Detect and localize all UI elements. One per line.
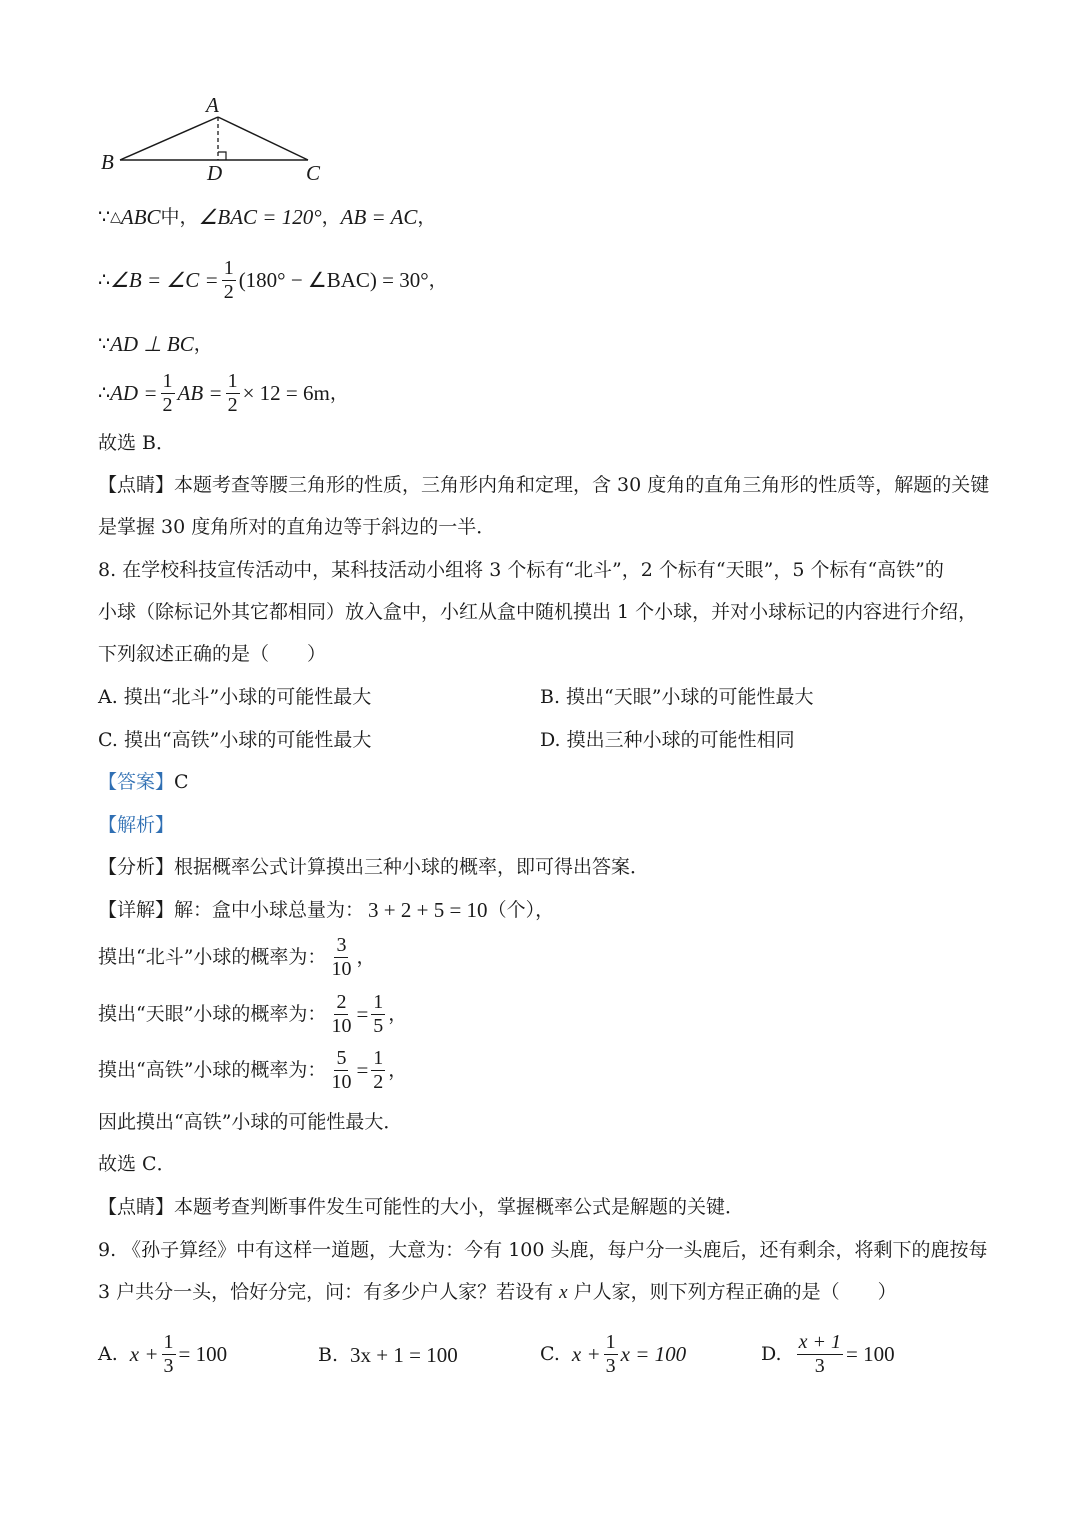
question9-option-d: [761, 1332, 895, 1377]
question8-option-d: D. 摸出三种小球的可能性相同: [540, 729, 795, 751]
fraction-x1-3: $\frac{x + 1}{3}$: [798, 1331, 841, 1377]
therefore-symbol: ∴: [98, 269, 111, 291]
detail-math: 3 + 2 + 5 = 10: [368, 898, 488, 922]
option-a-pre: x +: [129, 1342, 159, 1366]
solution7-comment-line1: [98, 476, 989, 495]
option-a-post: = 100: [178, 1342, 228, 1366]
prob-tianyan: [98, 992, 407, 1037]
fraction-5-10: $\frac{5}{10}$: [331, 1047, 352, 1093]
because-symbol: ∵: [98, 333, 111, 355]
prob-label: 摸出“北斗”小球的概率为：: [98, 946, 327, 968]
q9-text-b: 户人家，则下列方程正确的是（ ）: [567, 1281, 897, 1303]
line-end: ，: [428, 269, 448, 291]
solution7-conclusion: 故选 B．: [98, 432, 176, 454]
answer-tag: 【答案】: [98, 771, 175, 793]
line-end: ，: [193, 333, 213, 355]
ad-perp-bc: AD ⊥ BC: [110, 332, 194, 356]
question8-conclusion1: 因此摸出“高铁”小球的可能性最大．: [98, 1111, 403, 1133]
q9-variable-x: x: [559, 1282, 568, 1303]
prob-label: 摸出“高铁”小球的概率为：: [98, 1059, 327, 1081]
angle-bac: ∠BAC = 120°: [198, 205, 322, 229]
fraction-half-2: $\frac{1}{2}$: [227, 370, 238, 416]
ab-eq-ac: AB = AC: [340, 205, 418, 229]
line-end: ，: [417, 206, 437, 228]
fraction-3-10: $\frac{3}{10}$: [331, 934, 352, 980]
fraction-1-3: $\frac{1}{3}$: [605, 1331, 616, 1377]
triangle-symbol: △: [110, 209, 121, 225]
question8-detail: [98, 900, 554, 921]
equals-sign: =: [356, 1002, 369, 1026]
question9-option-c: [540, 1332, 686, 1377]
solution7-comment-line2: 是掌握 30 度角所对的直角边等于斜边的一半．: [98, 516, 496, 538]
fraction-1-2: $\frac{1}{2}$: [373, 1047, 384, 1093]
text-zhong: 中，: [160, 206, 199, 228]
fraction-1-5: $\frac{1}{5}$: [373, 991, 384, 1037]
question9-line1: 9. 《孙子算经》中有这样一道题，大意为：今有 100 头鹿，每户分一头鹿后，还有剩余，将剩下的鹿按每: [98, 1239, 988, 1261]
option-b-body: 3x + 1 = 100: [350, 1343, 458, 1367]
option-label: A.: [98, 1343, 118, 1365]
solution7-line4: [98, 371, 349, 416]
question8-conclusion2: 故选 C．: [98, 1153, 176, 1175]
solution7-line2: [98, 258, 448, 303]
q9-text-a: 3 户共分一头，恰好分完，问：有多少户人家？若设有: [98, 1281, 560, 1303]
solution7-line1: [98, 207, 436, 228]
question8-option-a: A. 摸出“北斗”小球的可能性最大: [98, 686, 372, 708]
vertex-b-label: B: [101, 150, 114, 174]
fraction-half-1: $\frac{1}{2}$: [162, 370, 173, 416]
question9-line2: [98, 1283, 897, 1302]
angle-expression: (180° − ∠BAC) = 30°: [238, 268, 429, 292]
comment-tag: 【点睛】: [98, 1196, 175, 1218]
option-c-pre: x +: [571, 1342, 601, 1366]
side-ac: [218, 117, 308, 160]
answer-value: C: [174, 771, 189, 793]
question8-answer: [98, 773, 189, 792]
question8-fenxi: [98, 858, 649, 877]
vertex-c-label: C: [306, 161, 321, 185]
question9-option-b: [318, 1345, 458, 1366]
option-label: D.: [761, 1343, 782, 1365]
fraction-1-3: $\frac{1}{3}$: [163, 1331, 174, 1377]
because-symbol: ∵: [98, 206, 111, 228]
question8-line2: 小球（除标记外其它都相同）放入盒中，小红从盒中随机摸出 1 个小球，并对小球标记的内容进行介绍，: [98, 601, 978, 623]
fraction-2-10: $\frac{2}{10}$: [331, 991, 352, 1037]
comment-tag: 【点睛】: [98, 474, 175, 496]
equals-sign: =: [356, 1058, 369, 1082]
question8-comment: [98, 1198, 744, 1217]
comment-text: 本题考查判断事件发生可能性的大小，掌握概率公式是解题的关键．: [174, 1196, 745, 1218]
question8-line3: 下列叙述正确的是（ ）: [98, 643, 327, 665]
fraction-half: $\frac{1}{2}$: [223, 257, 234, 303]
option-d-post: = 100: [845, 1342, 895, 1366]
fenxi-tag: 【分析】: [98, 856, 175, 878]
option-label: B.: [318, 1344, 339, 1366]
line-end: ，: [356, 946, 376, 968]
prob-label: 摸出“天眼”小球的概率为：: [98, 1003, 327, 1025]
ab-eq: AB =: [177, 381, 223, 405]
line-end: ，: [329, 382, 349, 404]
vertex-a-label: A: [206, 93, 219, 117]
therefore-symbol: ∴: [98, 382, 111, 404]
fenxi-text: 根据概率公式计算摸出三种小球的概率，即可得出答案．: [174, 856, 650, 878]
question8-line1: 8. 在学校科技宣传活动中，某科技活动小组将 3 个标有“北斗”，2 个标有“天眼”，5 个标有“高铁”的: [98, 559, 944, 581]
question9-option-a: [98, 1332, 227, 1377]
triangle-name: ABC: [120, 205, 161, 229]
length-result: × 12 = 6m: [242, 381, 330, 405]
right-angle-mark: [218, 152, 226, 160]
question8-option-b: B. 摸出“天眼”小球的可能性最大: [540, 686, 814, 708]
question8-analysis-tag: 【解析】: [98, 814, 175, 836]
line-end: ，: [388, 1003, 408, 1025]
separator: ，: [321, 206, 341, 228]
side-ab: [120, 117, 218, 160]
prob-beidou: [98, 935, 375, 980]
question8-option-c: C. 摸出“高铁”小球的可能性最大: [98, 729, 372, 751]
prob-gaotie: [98, 1048, 407, 1093]
option-c-post: x = 100: [620, 1342, 687, 1366]
detail-text: 解：盒中小球总量为：: [174, 899, 365, 921]
solution7-line3: [98, 334, 213, 355]
comment-text: 本题考查等腰三角形的性质，三角形内角和定理，含 30 度角的直角三角形的性质等，解题的关键: [174, 474, 990, 496]
detail-tag: 【详解】: [98, 899, 175, 921]
angle-b-eq-c: ∠B = ∠C =: [110, 268, 219, 292]
vertex-d-label: D: [207, 161, 223, 185]
detail-end: （个），: [487, 899, 555, 921]
line-end: ，: [388, 1059, 408, 1081]
ad-eq: AD =: [110, 381, 158, 405]
option-label: C.: [540, 1343, 560, 1365]
